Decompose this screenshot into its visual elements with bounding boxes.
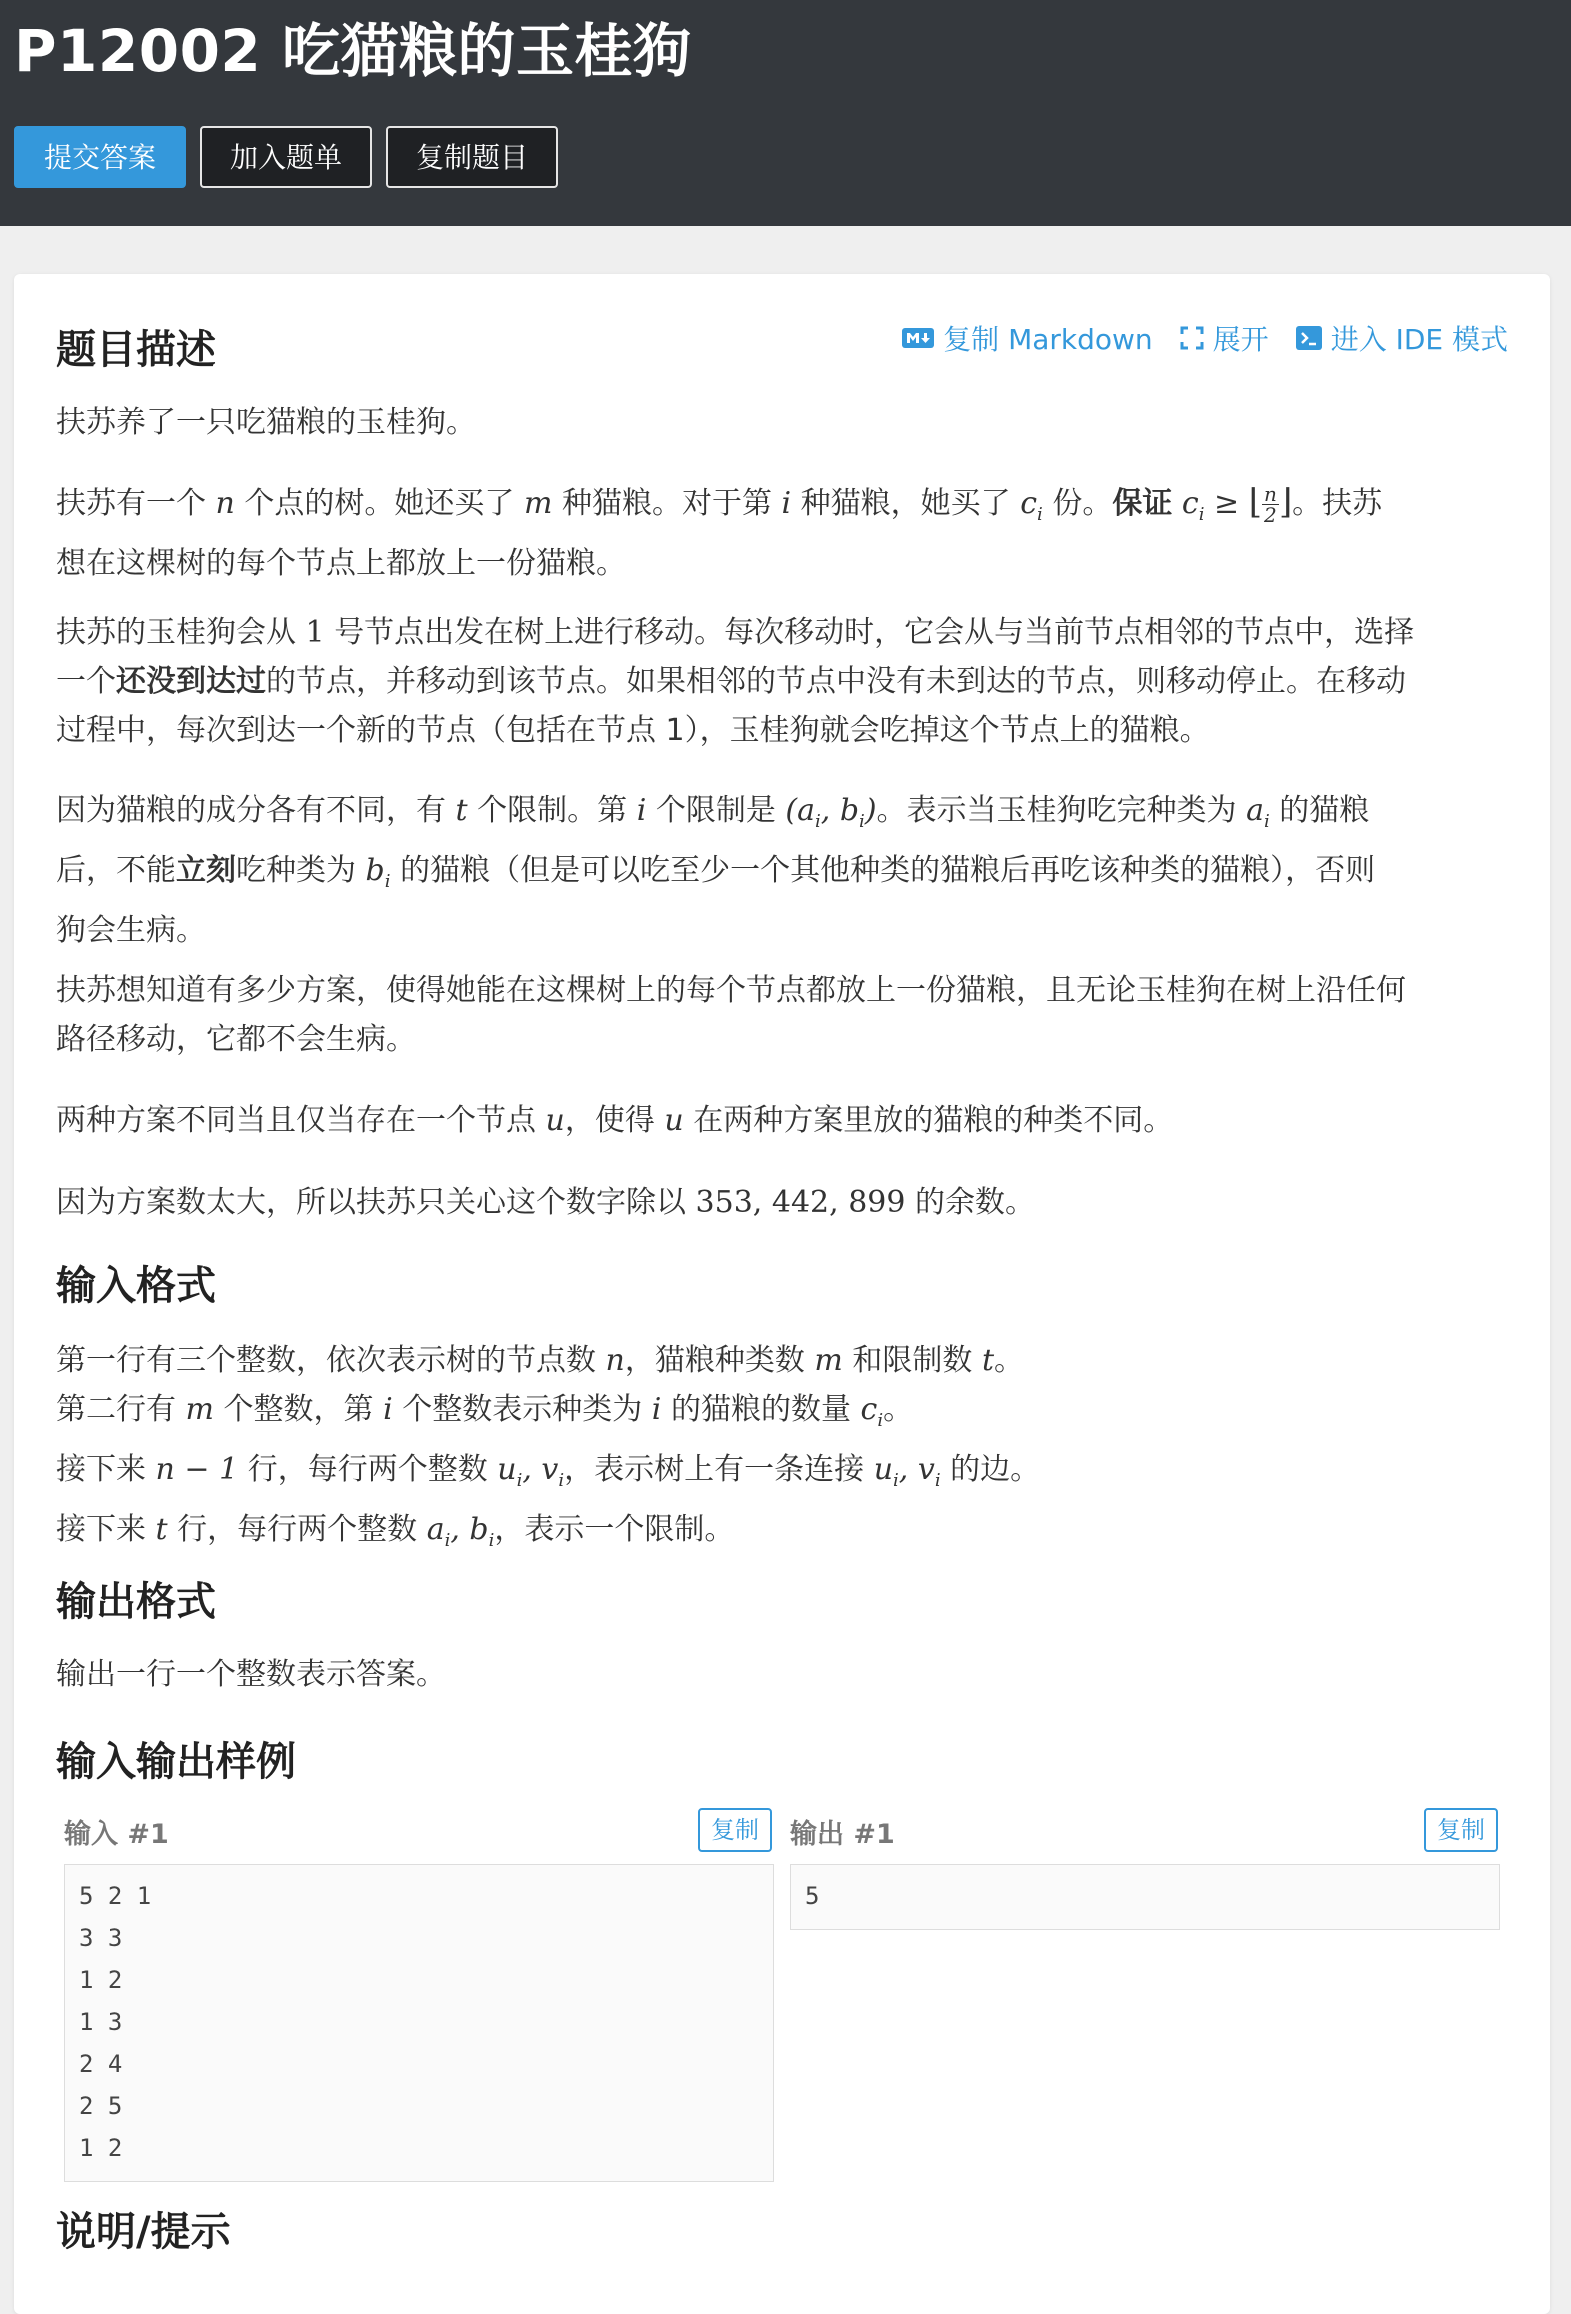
input-line: 5 2 1 [79,1882,152,1910]
add-to-list-button[interactable]: 加入题单 [200,126,372,188]
sample-input-box[interactable] [64,1864,774,2182]
copy-markdown-link[interactable] [901,318,1153,358]
terminal-icon [1295,325,1323,351]
input-line: 1 2 [79,1966,123,1994]
input-line: 2 5 [79,2092,123,2120]
desc-paragraph-3: 扶苏的玉桂狗会从 1 号节点出发在树上进行移动。每次移动时，它会从与当前节点相邻的节点中，选择 一个还没到达过的节点，并移动到该节点。如果相邻的节点中没有未到达的节点，则移动停止。在移动 过程中，每次到达一个新的节点（包括在节点 1），玉桂狗就会吃掉这个节点上的猫粮。 [56,615,1415,748]
desc-paragraph-7: 因为方案数太大，所以扶苏只关心这个数字除以 353, 442, 899 的余数。 [56,1185,1036,1220]
output-line: 5 [805,1882,820,1910]
desc-paragraph-4: 因为猫粮的成分各有不同，有 t 个限制。第 i 个限制是 ($a_i$, $b_i$)。表示当玉桂狗吃完种类为 $a_i$ 的猫粮 后，不能立刻吃种类为 $b_i$ 的猫粮（但是可以吃至少一个其他种类的猫粮后再吃该种类的猫粮），否则 狗会生病。 [56,793,1376,948]
ide-mode-label: 进入 IDE 模式 [1330,323,1508,356]
desc-paragraph-1: 扶苏养了一只吃猫粮的玉桂狗。 [56,405,476,440]
section-title-output: 输出格式 [56,1579,216,1625]
input-line: 3 3 [79,1924,123,1952]
problem-actions [901,318,1508,358]
input-line: 1 2 [79,2134,123,2162]
copy-problem-button[interactable]: 复制题目 [386,126,558,188]
header [0,0,1571,226]
sample-output-label: 输出 #1 [790,1819,895,1850]
expand-icon [1179,325,1205,351]
expand-label: 展开 [1212,323,1269,356]
copy-input-button[interactable]: 复制 [698,1808,772,1852]
section-title-description: 题目描述 [56,327,216,373]
desc-paragraph-2: 扶苏有一个 n 个点的树。她还买了 m 种猫粮。对于第 i 种猫粮，她买了 $c_i$ 份。保证 $c_i$ ≥ ⌊ $\frac{n}{2}$ ⌋。扶苏 想在这棵树的每个节点上都放上一份猫粮。 [56,482,1383,581]
input-line: 2 4 [79,2050,123,2078]
input-line: 1 3 [79,2008,123,2036]
ide-mode-link[interactable] [1295,318,1508,358]
section-title-input-format: 输入格式 [56,1263,216,1309]
input-format-text: 第一行有三个整数，依次表示树的节点数 n，猫粮种类数 m 和限制数 t。 第二行有 m 个整数，第 i 个整数表示种类为 i 的猫粮的数量 $c_i$。 接下来 n − 1 行，每行两个整数 $u_i$, $v_i$，表示树上有一条连接 $u_i$, $v_i$ 的边。 接下来 t 行，每行两个整数 $a_i$, $b_i$，表示一个限制。 [56,1343,1041,1551]
markdown-icon [901,326,935,350]
page-title: P12002 吃猫粮的玉桂狗 [14,17,692,85]
section-title-samples: 输入输出样例 [56,1739,296,1785]
sample-input-label: 输入 #1 [64,1819,169,1850]
output-format-text: 输出一行一个整数表示答案。 [56,1657,446,1692]
sample-output-box[interactable] [790,1864,1500,1930]
desc-paragraph-5: 扶苏想知道有多少方案，使得她能在这棵树上的每个节点都放上一份猫粮，且无论玉桂狗在树上沿任何 路径移动，它都不会生病。 [56,973,1406,1057]
expand-link[interactable] [1179,318,1269,358]
submit-answer-button[interactable]: 提交答案 [14,126,186,188]
section-title-hint: 说明/提示 [56,2209,231,2255]
header-button-row [14,126,558,188]
copy-markdown-label: 复制 Markdown [943,323,1153,356]
desc-paragraph-6: 两种方案不同当且仅当存在一个节点 u，使得 u 在两种方案里放的猫粮的种类不同。 [56,1103,1174,1138]
copy-output-button[interactable]: 复制 [1424,1808,1498,1852]
